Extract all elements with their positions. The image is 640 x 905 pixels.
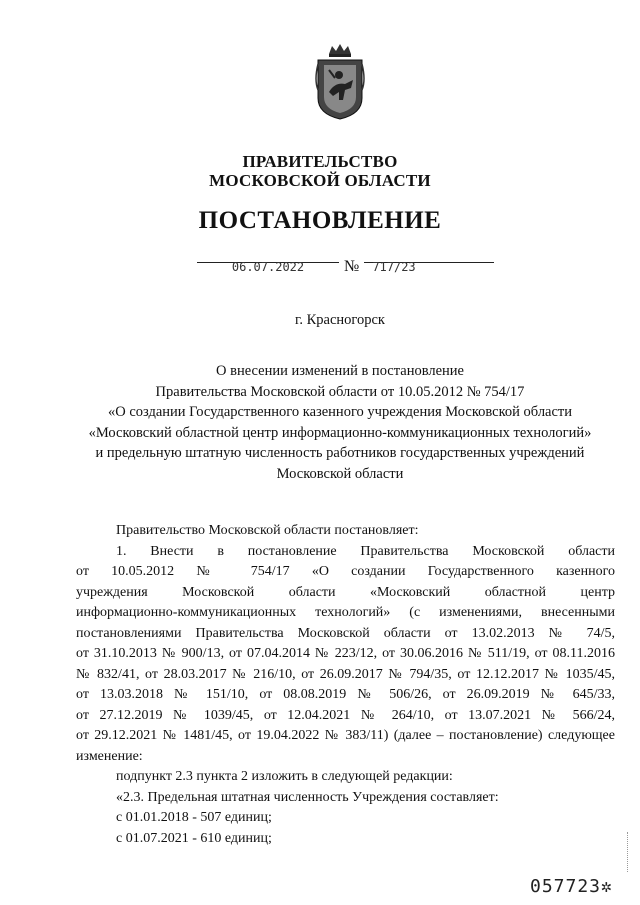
margin-mark [627, 832, 630, 872]
title-line: Правительства Московской области от 10.05.2012 № 754/17 [155, 383, 525, 400]
asterisk-icon: ✲ [601, 876, 613, 897]
body-line: от 13.03.2018 № 151/10, от 08.08.2019 № 506/26, от 26.09.2019 № 645/33, [76, 687, 615, 702]
coat-of-arms-emblem [315, 40, 365, 120]
city-name: г. Красногорск [295, 312, 385, 328]
subparagraph-heading: «2.3. Предельная штатная численность Учреждения составляет: [116, 789, 499, 805]
staff-limit-line: с 01.07.2021 - 610 единиц; [116, 830, 272, 846]
body-line: учреждения Московской области «Московский областной центр [76, 584, 615, 600]
title-line: «О создании Государственного казенного учреждения Московской области [107, 404, 573, 420]
document-type-heading: ПОСТАНОВЛЕНИЕ [198, 207, 442, 234]
government-name [0, 152, 640, 190]
number-sign: № [344, 258, 360, 275]
subparagraph-instruction: подпункт 2.3 пункта 2 изложить в следующей редакции: [116, 769, 453, 784]
title-line: и предельную штатную численность работников государственных учреждений [95, 445, 585, 461]
document-number: 717/23 [372, 260, 416, 274]
title-line: Московской области [276, 465, 404, 482]
body-line: от 27.12.2019 № 1039/45, от 12.04.2021 № 264/10, от 13.07.2021 № 566/24, [76, 707, 615, 723]
government-line-1: ПРАВИТЕЛЬСТВО [242, 152, 398, 171]
body-line: от 29.12.2021 № 1481/45, от 19.04.2022 № 383/11) (далее – постановление) следующее [76, 728, 615, 743]
government-line-2: МОСКОВСКОЙ ОБЛАСТИ [209, 171, 431, 190]
document-body [76, 521, 615, 849]
body-line: 1. Внести в постановление Правительства Московской области [116, 543, 615, 559]
number-field [364, 260, 494, 274]
intro-paragraph: Правительство Московской области постановляет: [116, 523, 419, 538]
body-line: постановлениями Правительства Московской области от 13.02.2013 № 74/5, [76, 625, 615, 641]
serial-number [530, 876, 613, 897]
document-title [20, 361, 640, 484]
document-date: 06.07.2022 [231, 260, 305, 274]
serial-number-text: 057723 [530, 876, 602, 897]
staff-limit-line: с 01.01.2018 - 507 единиц; [116, 810, 272, 825]
date-field [197, 260, 339, 274]
title-line: «Московский областной центр информационно-коммуникационных технологий» [88, 424, 592, 441]
body-line: информационно-коммуникационных технологий» (с изменениями, внесенными [76, 605, 615, 620]
body-line: изменение: [76, 748, 143, 764]
body-line: № 832/41, от 28.03.2017 № 216/10, от 26.09.2017 № 794/35, от 12.12.2017 № 1035/45, [76, 666, 615, 682]
title-line: О внесении изменений в постановление [216, 363, 464, 379]
body-line: от 31.10.2013 № 900/13, от 07.04.2014 № 223/12, от 30.06.2016 № 511/19, от 08.11.2016 [76, 646, 615, 661]
body-line: от 10.05.2012 № 754/17 «О создании Государственного казенного [76, 564, 615, 579]
